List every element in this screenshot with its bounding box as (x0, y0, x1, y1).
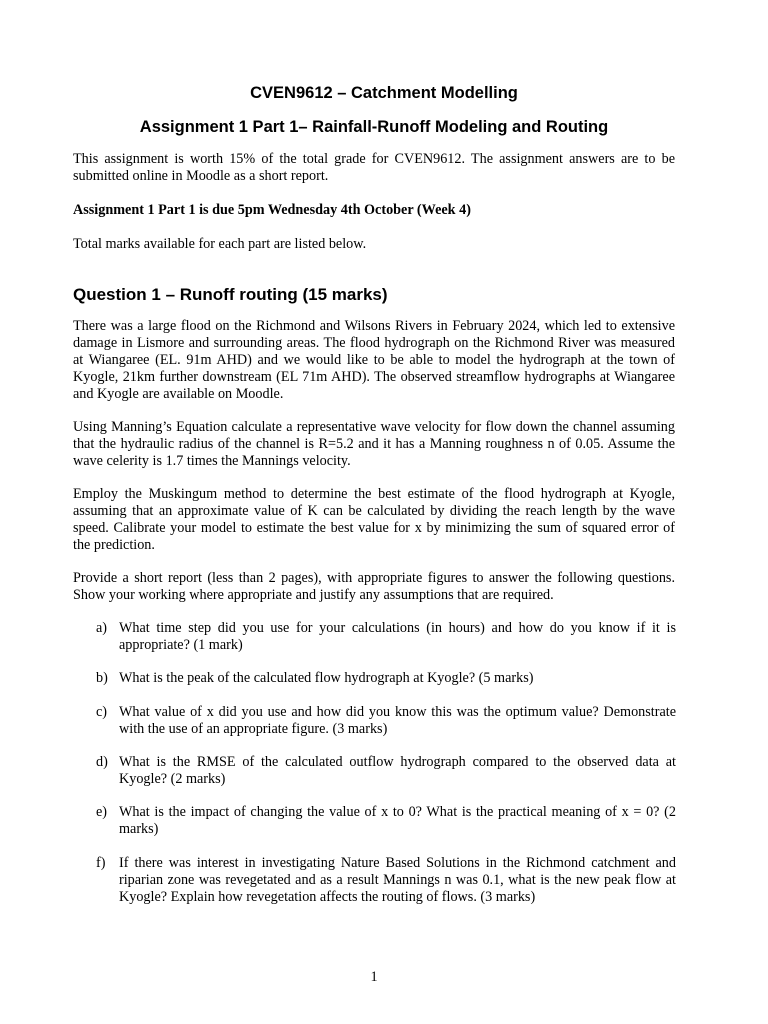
question-marker: d) (96, 754, 108, 770)
question-item-a (96, 620, 676, 654)
question-item-c (96, 704, 676, 738)
question-marker: b) (96, 670, 108, 686)
course-title: CVEN9612 – Catchment Modelling (250, 84, 518, 102)
question-text: What is the peak of the calculated flow hydrograph at Kyogle? (5 marks) (119, 670, 534, 686)
question-text: If there was interest in investigating Nature Based Solutions in the Richmond catchment and riparian zone was revegetated and as a result Mannings n was 0.1, what is the new peak flow at Kyogle? Explain how revegetation affects the routing of flows. (3 marks) (119, 855, 676, 905)
report-instructions-paragraph: Provide a short report (less than 2 pages), with appropriate figures to answer the following questions. Show your working where appropriate and justify any assumptions that are required. (73, 570, 675, 603)
question-item-b (96, 670, 676, 687)
question-text: What time step did you use for your calculations (in hours) and how do you know if it is appropriate? (1 mark) (119, 620, 676, 653)
question-marker: f) (96, 855, 106, 871)
question-text: What is the impact of changing the value of x to 0? What is the practical meaning of x = 0? (2 marks) (119, 804, 676, 837)
marks-notice: Total marks available for each part are listed below. (73, 236, 367, 252)
question-marker: e) (96, 804, 108, 820)
question-text: What value of x did you use and how did you know this was the optimum value? Demonstrate with the use of an appropriate figure. (3 marks) (119, 704, 676, 737)
question-marker: c) (96, 704, 108, 720)
question-item-d (96, 754, 676, 788)
intro-paragraph: This assignment is worth 15% of the total grade for CVEN9612. The assignment answers are to be submitted online in Moodle as a short report. (73, 151, 675, 184)
manning-paragraph: Using Manning’s Equation calculate a representative wave velocity for flow down the channel assuming that the hydraulic radius of the channel is R=5.2 and it has a Manning roughness n of 0.05. Assume the wave celerity is 1.7 times the Mannings velocity. (73, 419, 675, 469)
page-number: 1 (370, 969, 378, 985)
flood-context-paragraph: There was a large flood on the Richmond and Wilsons Rivers in February 2024, which led to extensive damage in Lismore and surrounding areas. The flood hydrograph on the Richmond River was measured at Wiangaree (EL. 91m AHD) and we would like to be able to model the hydrograph at the town of Kyogle, 21km further downstream (EL 71m AHD). The observed streamflow hydrographs at Wiangaree and Kyogle are available on Moodle. (73, 318, 675, 402)
due-notice: Assignment 1 Part 1 is due 5pm Wednesday 4th October (Week 4) (73, 202, 471, 218)
question-item-f (96, 855, 676, 906)
muskingum-paragraph: Employ the Muskingum method to determine the best estimate of the flood hydrograph at Kyogle, assuming that an approximate value of K can be calculated by dividing the reach length by the wave speed. Calibrate your model to estimate the best value for x by minimizing the sum of squared error of the prediction. (73, 486, 675, 553)
question-item-e (96, 804, 676, 838)
question-heading: Question 1 – Runoff routing (15 marks) (73, 285, 388, 304)
question-marker: a) (96, 620, 108, 636)
assignment-title: Assignment 1 Part 1– Rainfall-Runoff Modeling and Routing (139, 118, 609, 136)
question-text: What is the RMSE of the calculated outflow hydrograph compared to the observed data at Kyogle? (2 marks) (119, 754, 676, 787)
